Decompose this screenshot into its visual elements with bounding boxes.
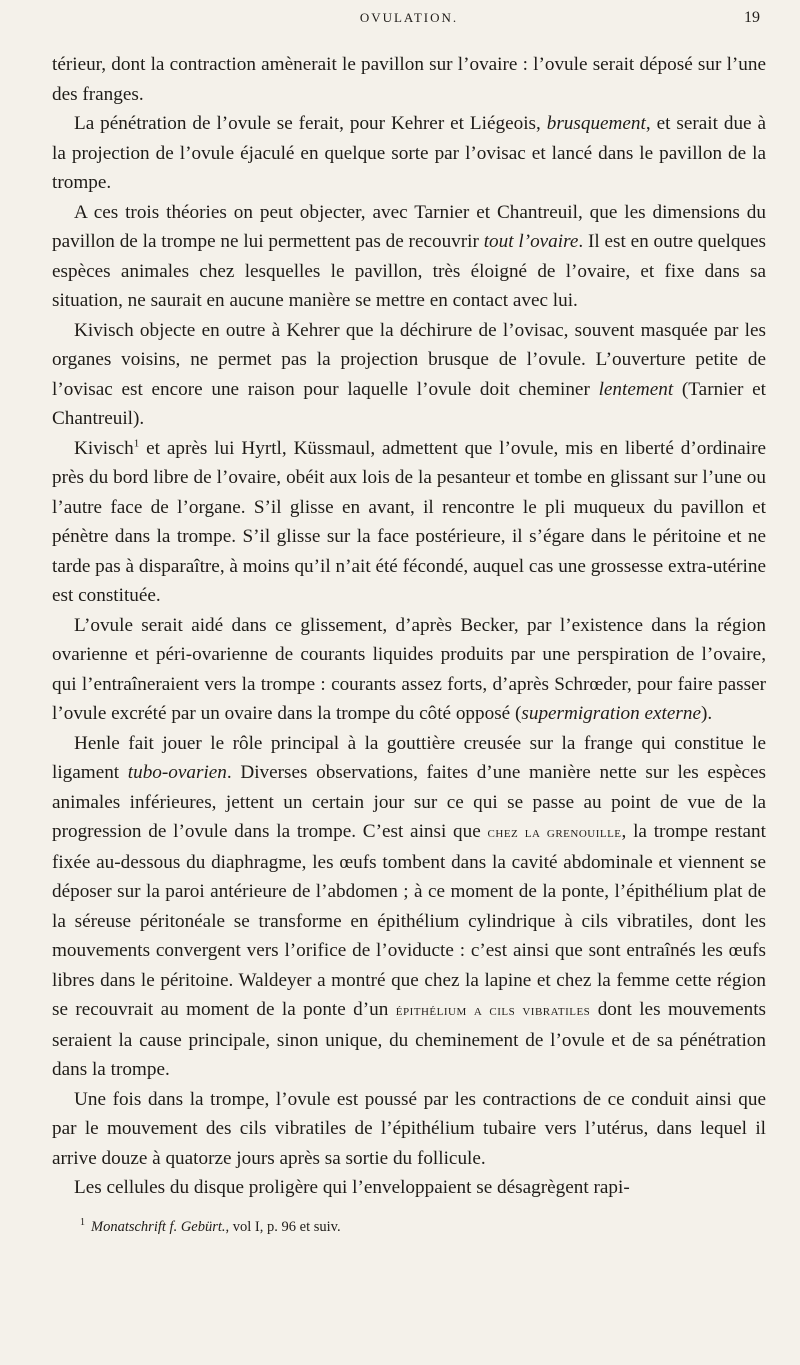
paragraph-3-text-b: . Il est en outre quelques espèces animales chez lesquelles le pavillon, très éloigné de l’ovaire, et fixe dans sa situation, ne saurait en aucune manière se mettre en contact avec lui. xyxy=(52,231,766,311)
paragraph-7-text-d: dont les mouvements seraient la cause principale, sinon unique, du cheminement de l’ovule et de sa pénétration dans la trompe. xyxy=(52,999,766,1080)
paragraph-6-text-b: ). xyxy=(700,703,713,724)
paragraph-4-emphasis: lentement xyxy=(598,378,674,400)
paragraph-7-emphasis: tubo-ovarien xyxy=(127,762,227,783)
paragraph-4-text-a: Kivisch objecte en outre à Kehrer que la déchirure de l’ovisac, souvent masquée par les organes voisins, ne permet pas la projection brusque de l’ovule. L’ouverture petite de l’ovisac est encore une raison pour laquelle l’ovule doit cheminer xyxy=(52,319,766,400)
body-text xyxy=(52,50,766,1203)
paragraph-1-text: térieur, dont la contraction amènerait le pavillon sur l’ovaire : l’ovule serait déposé sur l’une des franges. xyxy=(52,54,766,105)
paragraph-5-text: et après lui Hyrtl, Küssmaul, admettent que l’ovule, mis en liberté d’ordinaire près du bord libre de l’ovaire, obéit aux lois de la pesanteur et tombe en glissant sur l’une ou l’autre face de l’organe. S’il glisse en avant, il rencontre le pli muqueux du pavillon et pénètre dans la trompe. S’il glisse sur la face postérieure, il s’égare dans le péritoine et ne tarde pas à disparaître, à moins qu’il n’ait été fécondé, auquel cas une grossesse extra-utérine est constituée. xyxy=(52,437,766,606)
paragraph-9-text: Les cellules du disque proligère qui l’enveloppaient se désagrègent rapi- xyxy=(74,1177,630,1198)
paragraph-9 xyxy=(52,1173,766,1203)
footnote-title: Monatschrift f. Gebürt. xyxy=(91,1218,226,1235)
paragraph-2-text-b: , et serait due à la projection de l’ovule éjaculé en quelque sorte par l’ovisac et lancé dans le pavillon de la trompe. xyxy=(52,113,767,193)
paragraph-2-text-a: La pénétration de l’ovule se ferait, pour Kehrer et Liégeois, xyxy=(74,113,547,134)
paragraph-7-small-caps: chez la grenouille xyxy=(487,824,622,841)
paragraph-2-emphasis: brusquement xyxy=(546,113,646,134)
paragraph-5-name: Kivisch xyxy=(74,437,134,459)
footnote-text: , vol I, p. 96 et suiv. xyxy=(225,1218,341,1235)
footnote-reference: 1 xyxy=(133,437,140,450)
paragraph-2 xyxy=(52,109,766,198)
paragraph-6-text-a: L’ovule serait aidé dans ce glissement, d’après Becker, par l’existence dans la région ovarienne et péri-ovarienne de courants liquides produits par une perspiration de l’ovaire, qui l’entraîneraient vers la trompe : courants assez forts, d’après Schrœder, pour faire passer l’ovule excrété par un ovaire dans la trompe du côté opposé ( xyxy=(52,614,766,724)
paragraph-7 xyxy=(52,729,766,1085)
paragraph-6-emphasis: supermigration externe xyxy=(521,703,701,724)
paragraph-6 xyxy=(52,611,766,729)
running-title: OVULATION. xyxy=(359,10,459,25)
paragraph-1 xyxy=(52,50,766,109)
paragraph-3 xyxy=(52,198,766,316)
paragraph-8 xyxy=(52,1085,766,1174)
running-head xyxy=(52,10,766,34)
footnote-mark: 1 xyxy=(80,1216,85,1228)
paragraph-3-emphasis: tout l’ovaire xyxy=(483,231,579,252)
footnote xyxy=(52,1213,766,1237)
page-number: 19 xyxy=(744,9,760,26)
paragraph-3-text-a: A ces trois théories on peut objecter, avec Tarnier et Chantreuil, que les dimensions du pavillon de la trompe ne lui permettent pas de recouvrir xyxy=(52,201,766,252)
paragraph-7-text-a: Henle fait jouer le rôle principal à la gouttière creusée sur la frange qui constitue le ligament xyxy=(52,732,766,783)
paragraph-7-text-c: , la trompe restant fixée au-dessous du diaphragme, les œufs tombent dans la cavité abdominale et viennent se déposer sur la paroi antérieure de l’abdomen ; à ce moment de la ponte, l’épithélium plat de la séreuse péritonéale se transforme en épithélium cylindrique à cils vibratiles, dont les mouvements convergent vers l’orifice de l’oviducte : c’est ainsi que sont entraînés les œufs libres dans le péritoine. Waldeyer a montré que chez la lapine et chez la femme cette région se recouvrait au moment de la ponte d’un xyxy=(52,821,766,1020)
paragraph-4 xyxy=(52,316,766,434)
paragraph-7-small-caps-2: épithélium a cils vibratiles xyxy=(395,1002,591,1019)
paragraph-5 xyxy=(52,434,766,611)
paragraph-4-text-b: (Tarnier et Chantreuil). xyxy=(52,378,766,429)
paragraph-8-text: Une fois dans la trompe, l’ovule est poussé par les contractions de ce conduit ainsi que par le mouvement des cils vibratiles de l’épithélium tubaire vers l’utérus, dans lequel il arrive douze à quatorze jours après sa sortie du follicule. xyxy=(52,1088,766,1169)
paragraph-7-text-b: . Diverses observations, faites d’une manière nette sur les espèces animales inférieures, jettent un certain jour sur ce qui se passe au point de vue de la progression de l’ovule dans la trompe. C’est ainsi que xyxy=(52,762,767,842)
